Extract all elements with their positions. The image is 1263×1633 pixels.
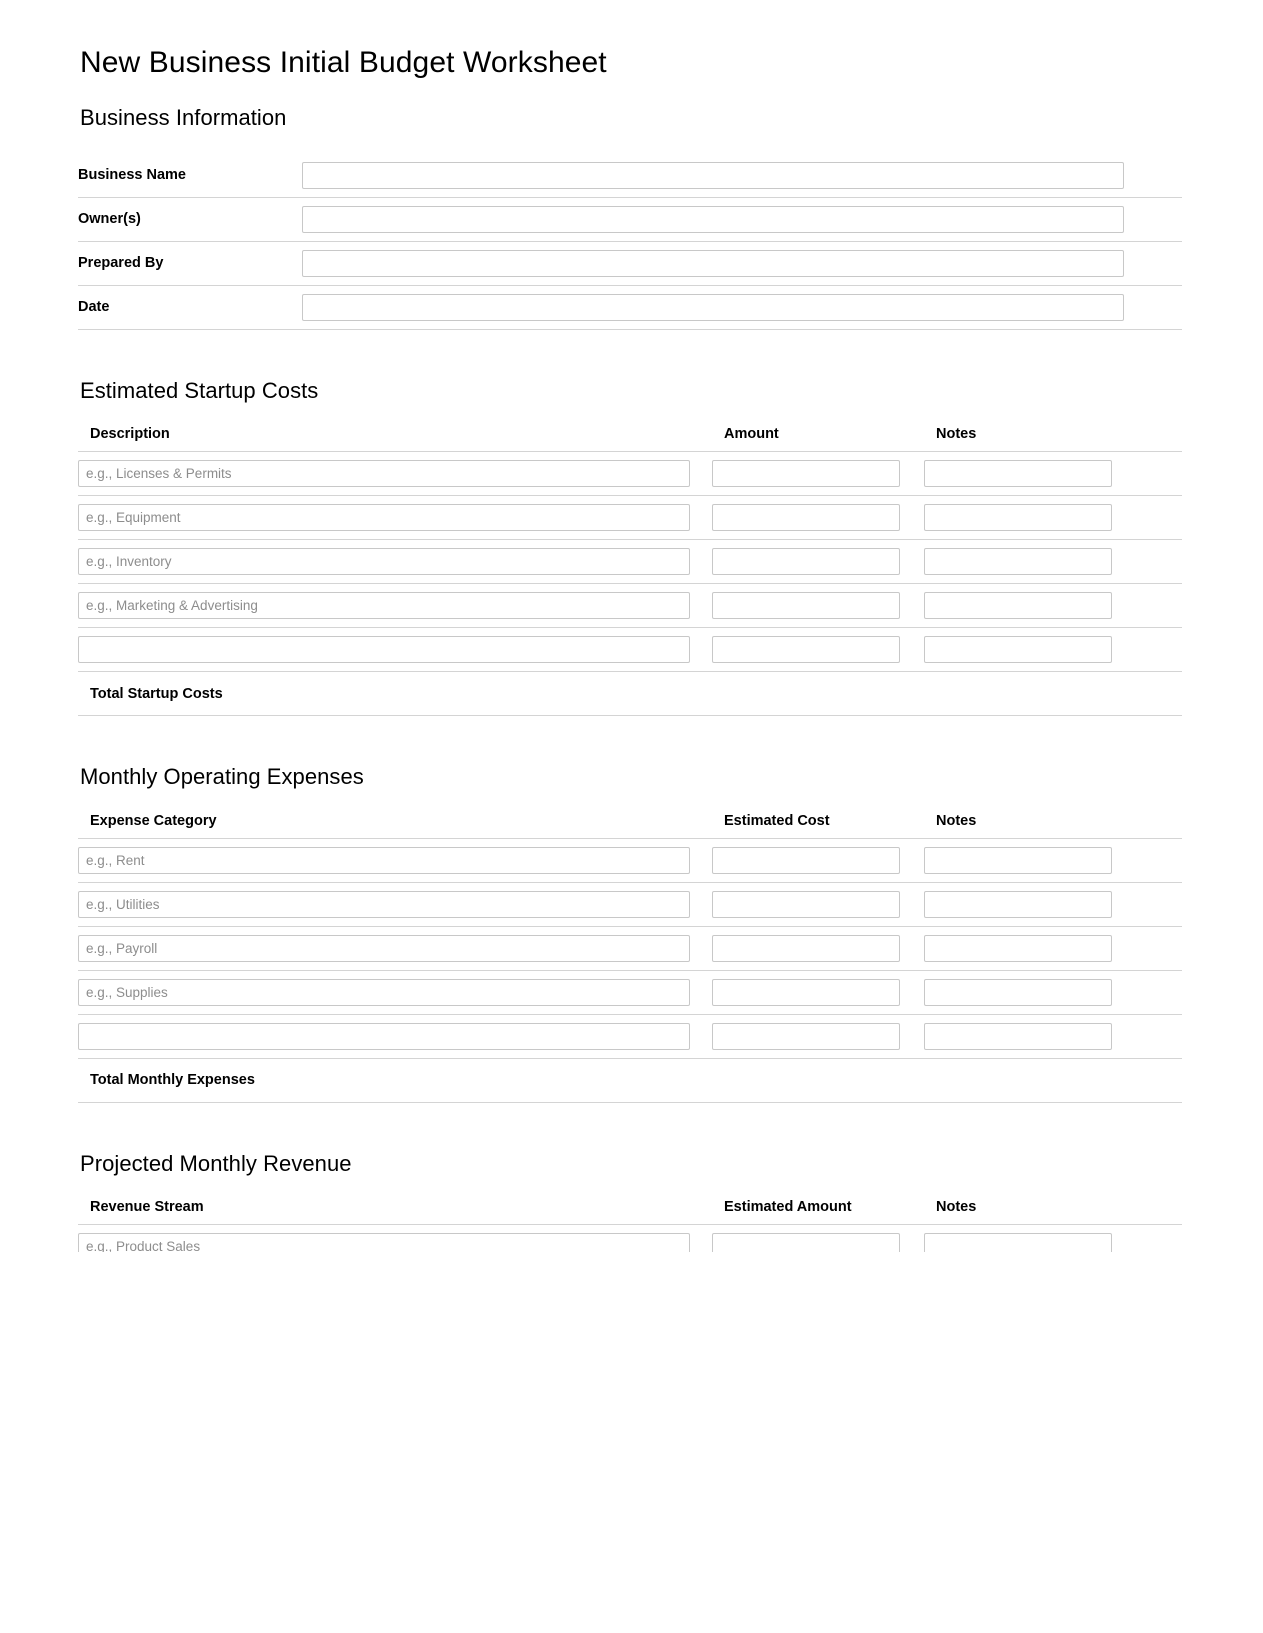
field-label-business-name: Business Name: [78, 153, 302, 197]
page-title: New Business Initial Budget Worksheet: [80, 46, 607, 79]
revenue-amount-input-1[interactable]: [712, 1233, 900, 1252]
table-row: [78, 452, 1182, 496]
table-total-row: [78, 1058, 1182, 1102]
startup-cost-description-input-2[interactable]: [78, 504, 690, 531]
cell-revenue-stream: [78, 1225, 712, 1252]
spacer: [78, 1103, 1182, 1151]
table-row: [78, 838, 1182, 882]
section-title-business-information: Business Information: [80, 104, 287, 130]
startup-cost-notes-input-4[interactable]: [924, 592, 1112, 619]
expense-category-input-1[interactable]: [78, 847, 690, 874]
startup-cost-notes-input-5[interactable]: [924, 636, 1112, 663]
startup-cost-amount-input-5[interactable]: [712, 636, 900, 663]
total-startup-costs-label: Total Startup Costs: [78, 672, 712, 716]
startup-costs-table: [78, 426, 1182, 716]
cell-notes: [924, 452, 1182, 496]
cell-expense-category: [78, 1014, 712, 1058]
table-header-row: [78, 1199, 1182, 1225]
cell-expense-category: [78, 970, 712, 1014]
cell-notes: [924, 1225, 1182, 1252]
table-row: [78, 241, 1182, 285]
table-row: [78, 540, 1182, 584]
cell-notes: [924, 926, 1182, 970]
owners-input[interactable]: [302, 206, 1124, 233]
spacer: [78, 791, 1182, 813]
cell-amount: [712, 452, 924, 496]
field-cell-owners: [302, 197, 1182, 241]
expense-category-input-4[interactable]: [78, 979, 690, 1006]
cell-notes: [924, 628, 1182, 672]
total-monthly-expenses-value: [712, 1058, 924, 1102]
expense-category-input-2[interactable]: [78, 891, 690, 918]
field-label-owners: Owner(s): [78, 197, 302, 241]
table-row: [78, 197, 1182, 241]
cell-description: [78, 628, 712, 672]
expense-cost-input-3[interactable]: [712, 935, 900, 962]
cell-notes: [924, 970, 1182, 1014]
business-name-input[interactable]: [302, 162, 1124, 189]
spacer: [78, 1177, 1182, 1199]
table-row: [78, 1014, 1182, 1058]
table-row: [78, 628, 1182, 672]
expense-notes-input-3[interactable]: [924, 935, 1112, 962]
startup-cost-notes-input-1[interactable]: [924, 460, 1112, 487]
section-title-monthly-revenue: Projected Monthly Revenue: [80, 1150, 352, 1176]
column-header-notes: Notes: [924, 1199, 1182, 1225]
table-row: [78, 584, 1182, 628]
startup-cost-amount-input-4[interactable]: [712, 592, 900, 619]
expense-notes-input-4[interactable]: [924, 979, 1112, 1006]
spacer: [78, 131, 1182, 153]
startup-cost-notes-input-3[interactable]: [924, 548, 1112, 575]
total-monthly-expenses-notes: [924, 1058, 1182, 1102]
cell-notes: [924, 496, 1182, 540]
expense-category-input-5[interactable]: [78, 1023, 690, 1050]
cell-expense-category: [78, 926, 712, 970]
section-title-startup-costs: Estimated Startup Costs: [80, 377, 319, 403]
cell-notes: [924, 584, 1182, 628]
field-cell-prepared-by: [302, 241, 1182, 285]
table-row: [78, 1225, 1182, 1252]
total-startup-costs-notes: [924, 672, 1182, 716]
column-header-notes: Notes: [924, 426, 1182, 452]
cell-notes: [924, 540, 1182, 584]
cell-description: [78, 496, 712, 540]
startup-cost-amount-input-3[interactable]: [712, 548, 900, 575]
field-cell-date: [302, 285, 1182, 329]
cell-amount: [712, 584, 924, 628]
section-title-monthly-expenses: Monthly Operating Expenses: [80, 764, 364, 790]
cell-estimated-cost: [712, 838, 924, 882]
spacer: [78, 404, 1182, 426]
expense-notes-input-5[interactable]: [924, 1023, 1112, 1050]
startup-cost-description-input-3[interactable]: [78, 548, 690, 575]
cell-expense-category: [78, 838, 712, 882]
field-label-prepared-by: Prepared By: [78, 241, 302, 285]
cell-notes: [924, 882, 1182, 926]
cell-amount: [712, 540, 924, 584]
column-header-revenue-stream: Revenue Stream: [78, 1199, 712, 1225]
revenue-stream-input-1[interactable]: [78, 1233, 690, 1252]
column-header-amount: Amount: [712, 426, 924, 452]
startup-cost-description-input-4[interactable]: [78, 592, 690, 619]
column-header-estimated-cost: Estimated Cost: [712, 813, 924, 839]
cell-estimated-cost: [712, 926, 924, 970]
table-row: [78, 970, 1182, 1014]
expense-notes-input-1[interactable]: [924, 847, 1112, 874]
cell-estimated-cost: [712, 882, 924, 926]
expense-cost-input-2[interactable]: [712, 891, 900, 918]
spacer: [78, 330, 1182, 378]
field-cell-business-name: [302, 153, 1182, 197]
startup-cost-description-input-5[interactable]: [78, 636, 690, 663]
column-header-description: Description: [78, 426, 712, 452]
cell-estimated-cost: [712, 1014, 924, 1058]
cell-estimated-cost: [712, 970, 924, 1014]
startup-cost-description-input-1[interactable]: [78, 460, 690, 487]
cell-amount: [712, 628, 924, 672]
column-header-estimated-amount: Estimated Amount: [712, 1199, 924, 1225]
total-monthly-expenses-label: Total Monthly Expenses: [78, 1058, 712, 1102]
column-header-expense-category: Expense Category: [78, 813, 712, 839]
expense-cost-input-5[interactable]: [712, 1023, 900, 1050]
spacer: [78, 82, 1182, 105]
table-header-row: [78, 813, 1182, 839]
monthly-revenue-table: [78, 1199, 1182, 1252]
cell-notes: [924, 1014, 1182, 1058]
cell-description: [78, 540, 712, 584]
cell-description: [78, 584, 712, 628]
startup-cost-amount-input-2[interactable]: [712, 504, 900, 531]
date-input[interactable]: [302, 294, 1124, 321]
expense-category-input-3[interactable]: [78, 935, 690, 962]
table-row: [78, 496, 1182, 540]
startup-cost-amount-input-1[interactable]: [712, 460, 900, 487]
cell-notes: [924, 838, 1182, 882]
business-information-table: [78, 153, 1182, 330]
spacer: [78, 716, 1182, 764]
cell-estimated-amount: [712, 1225, 924, 1252]
cell-description: [78, 452, 712, 496]
prepared-by-input[interactable]: [302, 250, 1124, 277]
expense-cost-input-1[interactable]: [712, 847, 900, 874]
cell-amount: [712, 496, 924, 540]
column-header-notes: Notes: [924, 813, 1182, 839]
table-row: [78, 153, 1182, 197]
expense-cost-input-4[interactable]: [712, 979, 900, 1006]
total-startup-costs-value: [712, 672, 924, 716]
field-label-date: Date: [78, 285, 302, 329]
cell-expense-category: [78, 882, 712, 926]
expense-notes-input-2[interactable]: [924, 891, 1112, 918]
table-row: [78, 926, 1182, 970]
revenue-notes-input-1[interactable]: [924, 1233, 1112, 1252]
table-row: [78, 882, 1182, 926]
table-header-row: [78, 426, 1182, 452]
table-row: [78, 285, 1182, 329]
monthly-expenses-table: [78, 813, 1182, 1103]
table-total-row: [78, 672, 1182, 716]
startup-cost-notes-input-2[interactable]: [924, 504, 1112, 531]
